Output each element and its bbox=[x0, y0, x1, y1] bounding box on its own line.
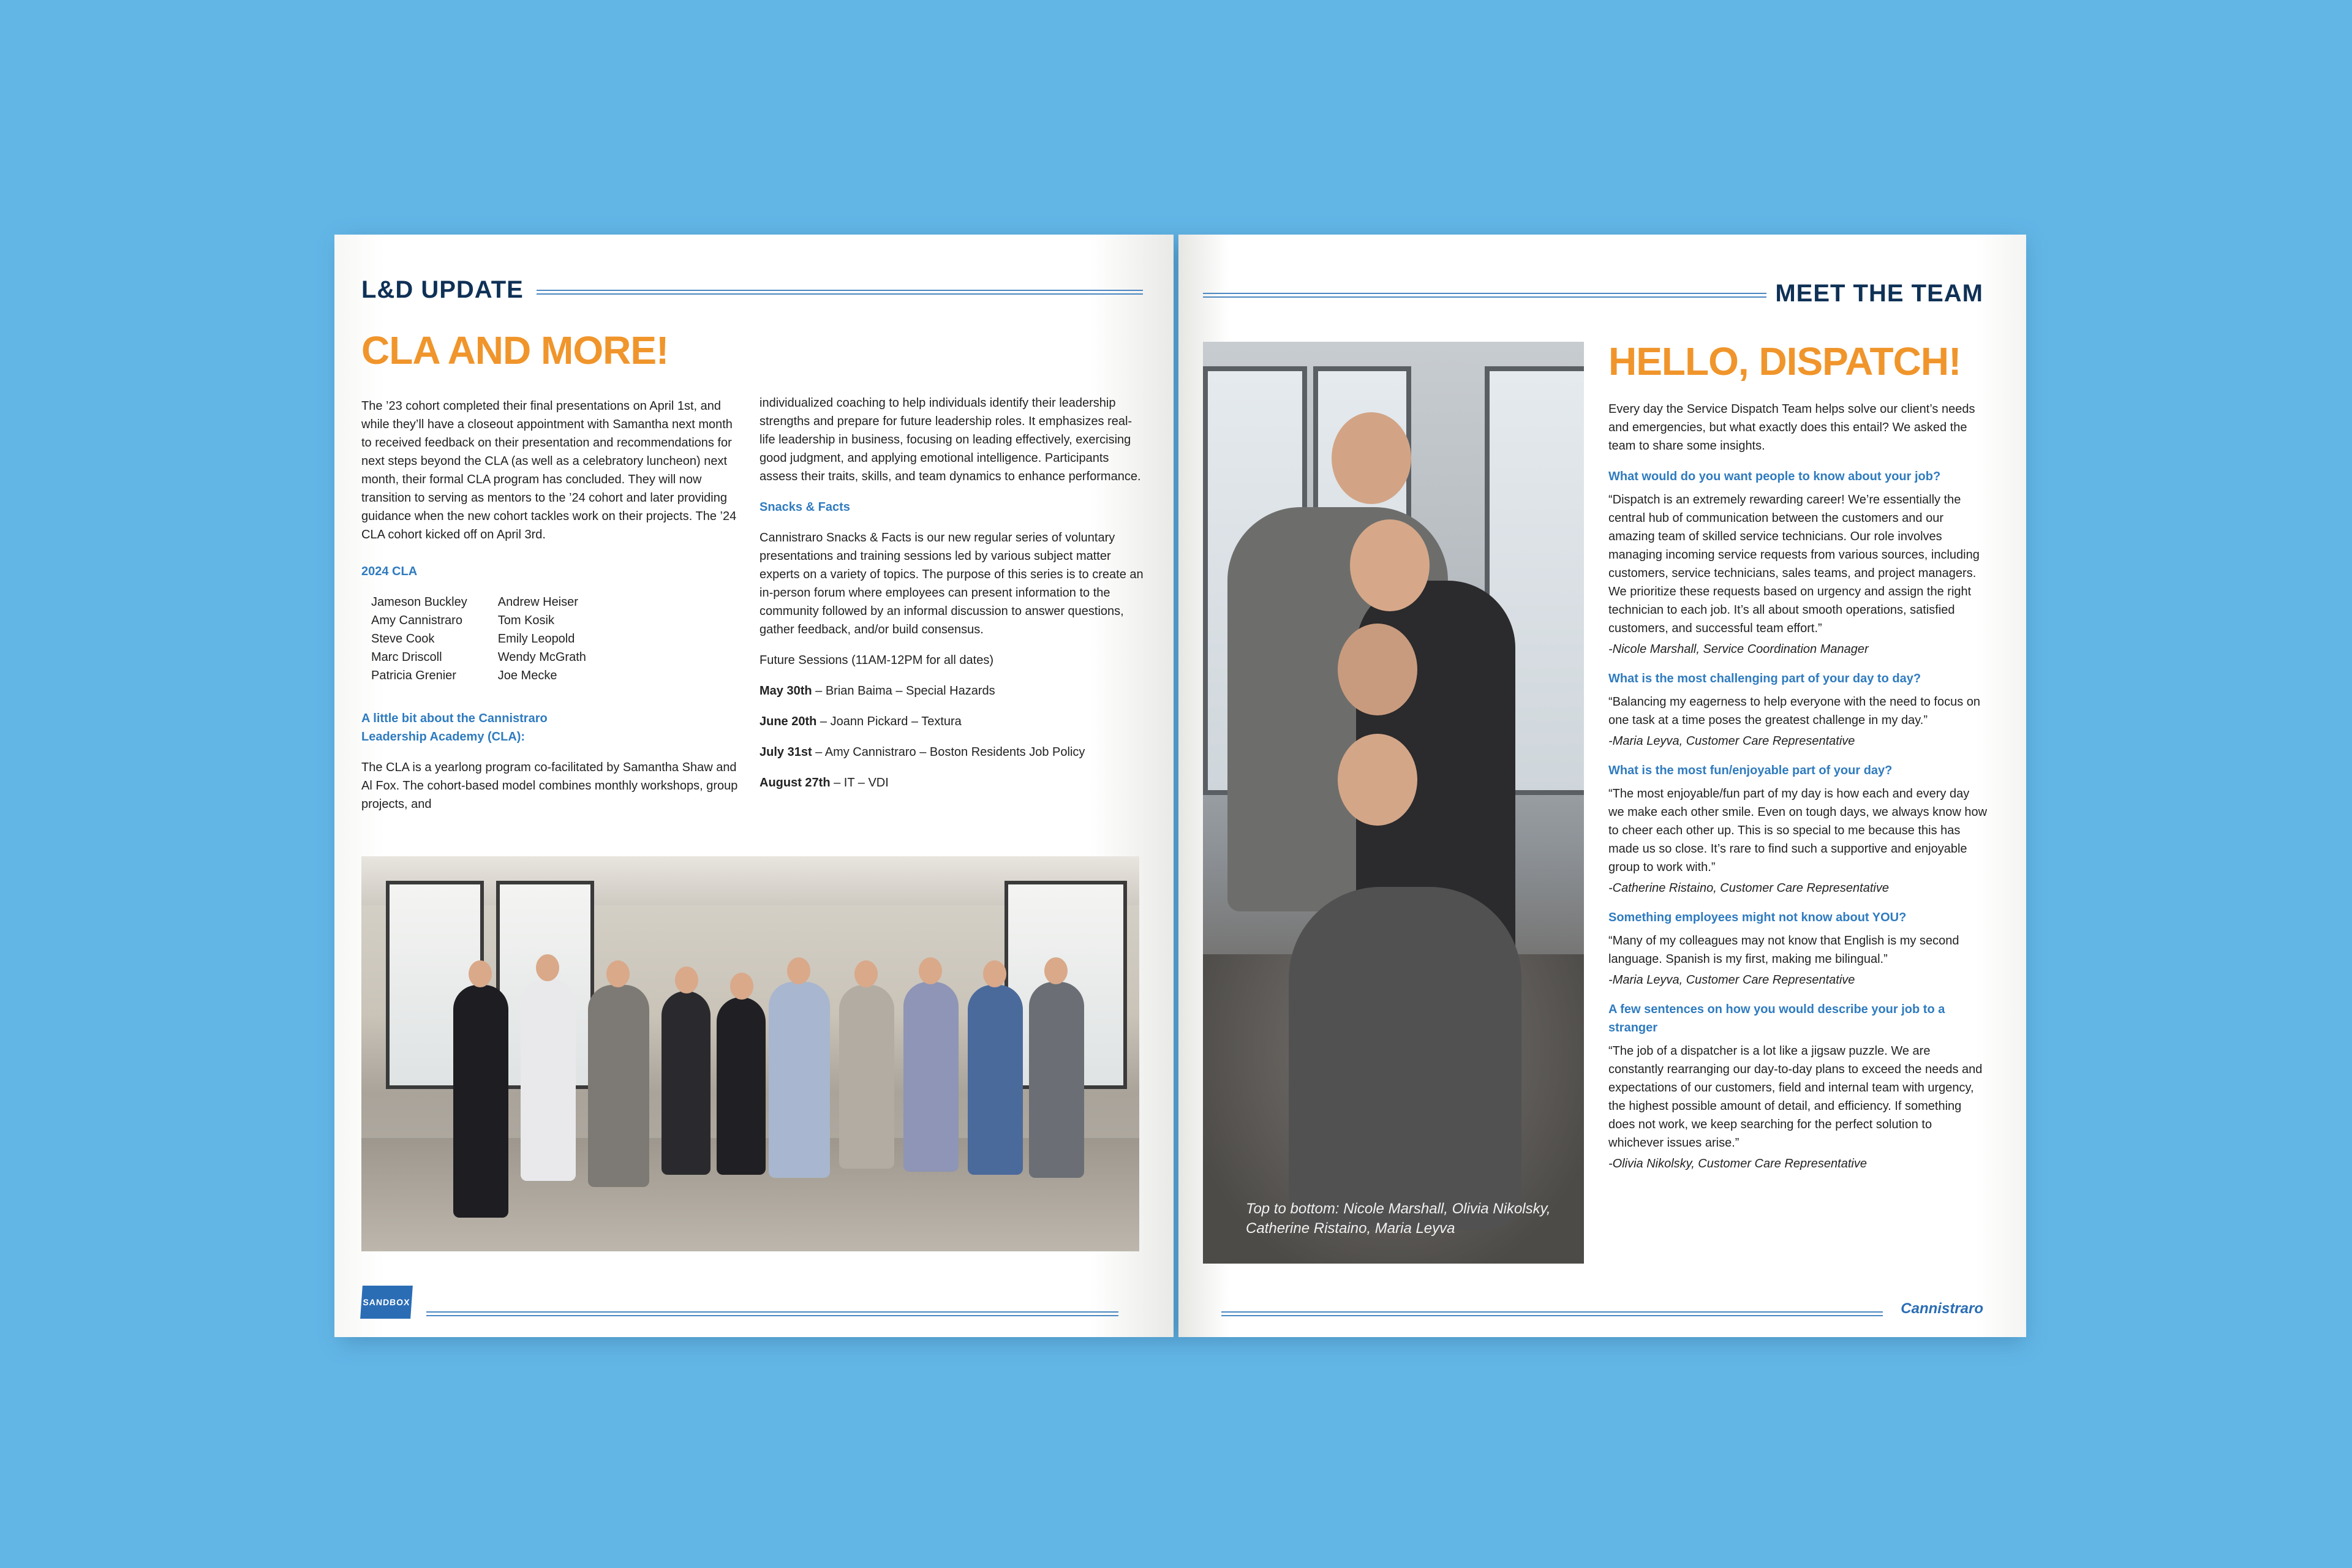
cla-name: Steve Cook bbox=[371, 632, 435, 646]
cla-name: Marc Driscoll bbox=[371, 650, 442, 664]
attribution: -Maria Leyva, Customer Care Representative bbox=[1608, 734, 1855, 748]
left-column bbox=[361, 397, 741, 832]
cla-name-list bbox=[361, 593, 741, 685]
cla-coaching-paragraph: individualized coaching to help individuals identify their leadership strengths and prepare for future leadership roles. It emphasizes real-life leadership in business, focusing on leading effectively, exercising good judgment, and applying emotional intelligence. Participants assess their traits, skills, and team dynamics to enhance performance. bbox=[760, 396, 1141, 483]
left-page bbox=[334, 235, 1174, 1337]
cla-name: Wendy McGrath bbox=[497, 650, 586, 664]
about-cla-heading: A little bit about the Cannistraro Leadership Academy (CLA): bbox=[361, 712, 548, 744]
dispatch-qa bbox=[1608, 400, 1988, 1184]
attribution: -Olivia Nikolsky, Customer Care Representative bbox=[1608, 1157, 1867, 1170]
cannistraro-logo: Cannistraro bbox=[1901, 1300, 1983, 1317]
answer: “The most enjoyable/fun part of my day is how each and every day we make each other smile. Even on tough days, we always know how to cheer each other up. This is so special to me because this has made us so close. It’s rare to find such a supportive and enjoyable group to work with.” bbox=[1608, 787, 1988, 874]
cla-name: Patricia Grenier bbox=[371, 669, 456, 682]
right-page bbox=[1178, 235, 2026, 1337]
question: A few sentences on how you would describe your job to a stranger bbox=[1608, 1003, 1945, 1035]
header-rule bbox=[537, 290, 1143, 295]
section-title-ld-update: L&D UPDATE bbox=[361, 276, 524, 303]
future-sessions-label: Future Sessions (11AM-12PM for all dates) bbox=[760, 654, 994, 667]
dispatch-intro: Every day the Service Dispatch Team helps solve our client’s needs and emergencies, but what exactly does this entail? We asked the team to share some insights. bbox=[1608, 402, 1975, 453]
cla-name: Jameson Buckley bbox=[371, 595, 467, 609]
cla-name: Andrew Heiser bbox=[497, 595, 578, 609]
session-item: July 31st – Amy Cannistraro – Boston Residents Job Policy bbox=[760, 745, 1085, 759]
footer-rule-left bbox=[426, 1311, 1118, 1316]
cla-name: Amy Cannistraro bbox=[371, 614, 462, 627]
names-column-b bbox=[498, 593, 586, 685]
photo-caption: Top to bottom: Nicole Marshall, Olivia Nikolsky, Catherine Ristaino, Maria Leyva bbox=[1246, 1200, 1551, 1237]
question: What is the most fun/enjoyable part of your day? bbox=[1608, 764, 1893, 777]
section-title-meet-the-team: MEET THE TEAM bbox=[1775, 280, 1983, 307]
cla-name: Joe Mecke bbox=[497, 669, 557, 682]
right-column bbox=[760, 394, 1145, 804]
snacks-facts-paragraph: Cannistraro Snacks & Facts is our new regular series of voluntary presentations and training sessions led by various subject matter experts on a variety of topics. The purpose of this series is to create an in-person forum where employees can present information to the community followed by an informal discussion to answer questions, gather feedback, and/or build consensus. bbox=[760, 531, 1144, 636]
attribution: -Maria Leyva, Customer Care Representative bbox=[1608, 973, 1855, 987]
headline-cla: CLA AND MORE! bbox=[361, 328, 669, 372]
footer-rule-right bbox=[1221, 1311, 1883, 1316]
answer: “Dispatch is an extremely rewarding career! We’re essentially the central hub of communication between the customers and our amazing team of skilled service technicians. Our role involves managing incoming service requests from various sources, including customers, service technicians, sales teams, and project managers. We prioritize these requests based on urgency and assign the right technician to each job. It’s all about smooth operations, satisfied customers, and successful team effort.” bbox=[1608, 493, 1980, 635]
session-item: May 30th – Brian Baima – Special Hazards bbox=[760, 684, 995, 698]
answer: “Many of my colleagues may not know that English is my second language. Spanish is my first, making me bilingual.” bbox=[1608, 934, 1959, 966]
attribution: -Nicole Marshall, Service Coordination Manager bbox=[1608, 643, 1869, 656]
answer: “The job of a dispatcher is a lot like a jigsaw puzzle. We are constantly rearranging our day-to-day plans to exceed the needs and expectations of our customers, field and internal team with urgency, the highest possible amount of detail, and efficiency. If something does not work, we keep searching for the perfect solution to whichever issues arise.” bbox=[1608, 1044, 1983, 1150]
headline-dispatch: HELLO, DISPATCH! bbox=[1608, 339, 1961, 383]
question: Something employees might not know about YOU? bbox=[1608, 911, 1907, 924]
names-column-a bbox=[371, 593, 467, 685]
answer: “Balancing my eagerness to help everyone with the need to focus on one task at a time poses the greatest challenge in my day.” bbox=[1608, 695, 1981, 727]
cla-2024-heading: 2024 CLA bbox=[361, 565, 418, 578]
question: What is the most challenging part of your day to day? bbox=[1608, 672, 1921, 685]
question: What would do you want people to know about your job? bbox=[1608, 470, 1941, 483]
snacks-facts-heading: Snacks & Facts bbox=[760, 500, 850, 514]
cla-intro-paragraph: The ’23 cohort completed their final presentations on April 1st, and while they’ll have a closeout appointment with Samantha next month to received feedback on their presentation and recommendations for next steps beyond the CLA (as well as a celebratory luncheon) next month, their formal CLA program has concluded. They will now transition to serving as mentors to the ’24 cohort and later providing guidance when the new cohort tackles work on their projects. The ’24 CLA cohort kicked off on April 3rd. bbox=[361, 399, 737, 541]
cla-name: Emily Leopold bbox=[497, 632, 575, 646]
sandbox-logo: SANDBOX bbox=[360, 1286, 413, 1319]
header-rule bbox=[1203, 293, 1766, 298]
attribution: -Catherine Ristaino, Customer Care Representative bbox=[1608, 881, 1889, 895]
cla-group-photo bbox=[361, 856, 1139, 1251]
about-cla-paragraph: The CLA is a yearlong program co-facilitated by Samantha Shaw and Al Fox. The cohort-based model combines monthly workshops, group projects, and bbox=[361, 761, 738, 811]
dispatch-team-photo bbox=[1203, 342, 1584, 1264]
cla-name: Tom Kosik bbox=[497, 614, 554, 627]
session-item: August 27th – IT – VDI bbox=[760, 776, 889, 790]
session-item: June 20th – Joann Pickard – Textura bbox=[760, 715, 962, 728]
